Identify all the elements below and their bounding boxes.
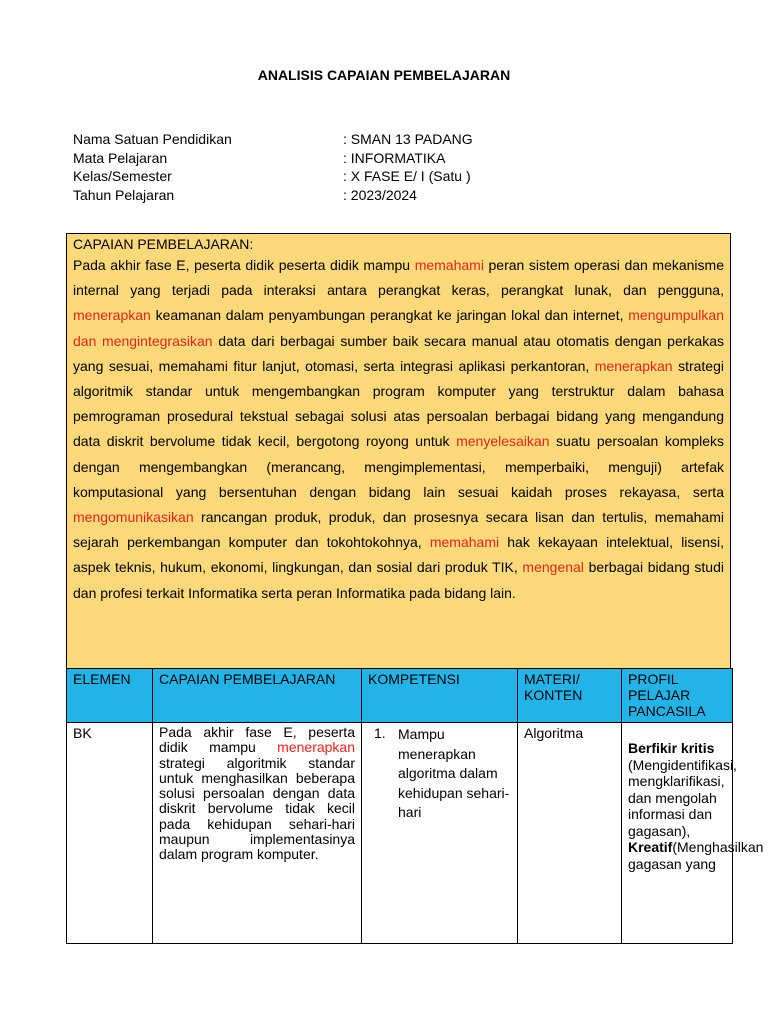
highlight-verb: menerapkan [594, 357, 673, 374]
header-materi: MATERI/ KONTEN [518, 669, 622, 723]
profil-kreatif: Kreatif [628, 839, 673, 855]
cell-elemen: BK [67, 723, 153, 944]
document-title: ANALISIS CAPAIAN PEMBELAJARAN [257, 67, 511, 83]
highlight-verb: menyelesaikan [456, 433, 550, 450]
highlight-verb: memahami [429, 534, 500, 551]
header-kompetensi: KOMPETENSI [362, 669, 518, 723]
meta-label: Nama Satuan Pendidikan [73, 131, 232, 147]
capaian-paragraph: Pada akhir fase E, peserta didik peserta didik mampu memahami peran sistem operasi dan mekanisme internal yang terjadi pada interaksi antara perangkat keras, perangkat lunak, dan pengguna, menerapkan keamanan dalam penyambungan perangkat ke jaringan lokal dan internet, mengumpulkan dan mengintegrasikan data dari berbagai sumber baik secara manual atau otomatis dengan perkakas yang sesuai, memahami fitur lanjut, otomasi, serta integrasi aplikasi perkantoran, menerapkan strategi algoritmik standar untuk mengembangkan program komputer yang terstruktur dalam bahasa pemrograman prosedural tekstual sebagai solusi atas persoalan berbagai bidang yang mengandung data diskrit bervolume tidak kecil, bergotong royong untuk menyelesaikan suatu persoalan kompleks dengan mengembangkan (merancang, mengimplementasi, memperbaiki, menguji) artefak komputasional yang bersentuhan dengan bidang lain sesuai kaidah proses rekayasa, serta mengomunikasikan rancangan produk, produk, dan prosesnya secara lisan dan tertulis, memahami sejarah perkembangan komputer dan tokohtokohnya, memahami hak kekayaan intelektual, lisensi, aspek teknis, hukum, ekonomi, lingkungan, dan sosial dari produk TIK, mengenal berbagai bidang studi dan profesi terkait Informatika serta peran Informatika pada bidang lain. [73, 257, 724, 601]
table-header-row [67, 669, 733, 723]
header-profil: PROFIL PELAJAR PANCASILA [622, 669, 733, 723]
cell-kompetensi [362, 723, 518, 944]
highlight-verb: mengomunikasikan [73, 509, 194, 526]
meta-value: : 2023/2024 [343, 186, 417, 203]
capaian-pembelajaran-box [66, 233, 731, 668]
highlight-verb: menerapkan [73, 307, 151, 324]
meta-row-mapel [73, 149, 473, 168]
meta-row-satuan [73, 130, 473, 149]
cell-capaian: Pada akhir fase E, peserta didik mampu menerapkan strategi algoritmik standar untuk menghasilkan beberapa solusi persoalan dengan data diskrit bervolume tidak kecil pada kehidupan sehari-hari maupun implementasinya dalam program komputer. [153, 723, 362, 944]
meta-label: Mata Pelajaran [73, 149, 168, 166]
capaian-heading: CAPAIAN PEMBELAJARAN: [73, 236, 254, 252]
highlight-verb: memahami [414, 257, 484, 273]
cell-profil: Berfikir kritis (Mengidentifikasi, mengklarifikasi, dan mengolah informasi dan gagasan), Kreatif(Menghasilkan gagasan yang [622, 723, 733, 944]
meta-value: : INFORMATIKA [343, 149, 446, 166]
cell-materi: Algoritma [518, 723, 622, 944]
header-capaian: CAPAIAN PEMBELAJARAN [153, 669, 362, 723]
meta-value: : SMAN 13 PADANG [343, 131, 473, 147]
highlight-verb: menerapkan [277, 739, 355, 756]
highlight-verb: mengumpulkan dan mengintegrasikan [73, 307, 724, 349]
highlight-verb: mengenal [522, 559, 584, 576]
header-elemen: ELEMEN [67, 669, 153, 723]
document-meta [73, 130, 473, 204]
analysis-table [66, 668, 764, 944]
meta-label: Tahun Pelajaran [73, 186, 175, 203]
kompetensi-text: Mampu menerapkan algoritma dalam kehidupan sehari-hari [398, 726, 510, 820]
profil-berfikir-kritis: Berfikir kritis [628, 740, 715, 756]
table-row [67, 723, 733, 944]
meta-label: Kelas/Semester [73, 168, 172, 184]
meta-value: : X FASE E/ I (Satu ) [343, 168, 471, 184]
meta-row-kelas [73, 167, 473, 186]
meta-row-tahun [73, 186, 473, 205]
list-number: 1. [374, 725, 386, 741]
